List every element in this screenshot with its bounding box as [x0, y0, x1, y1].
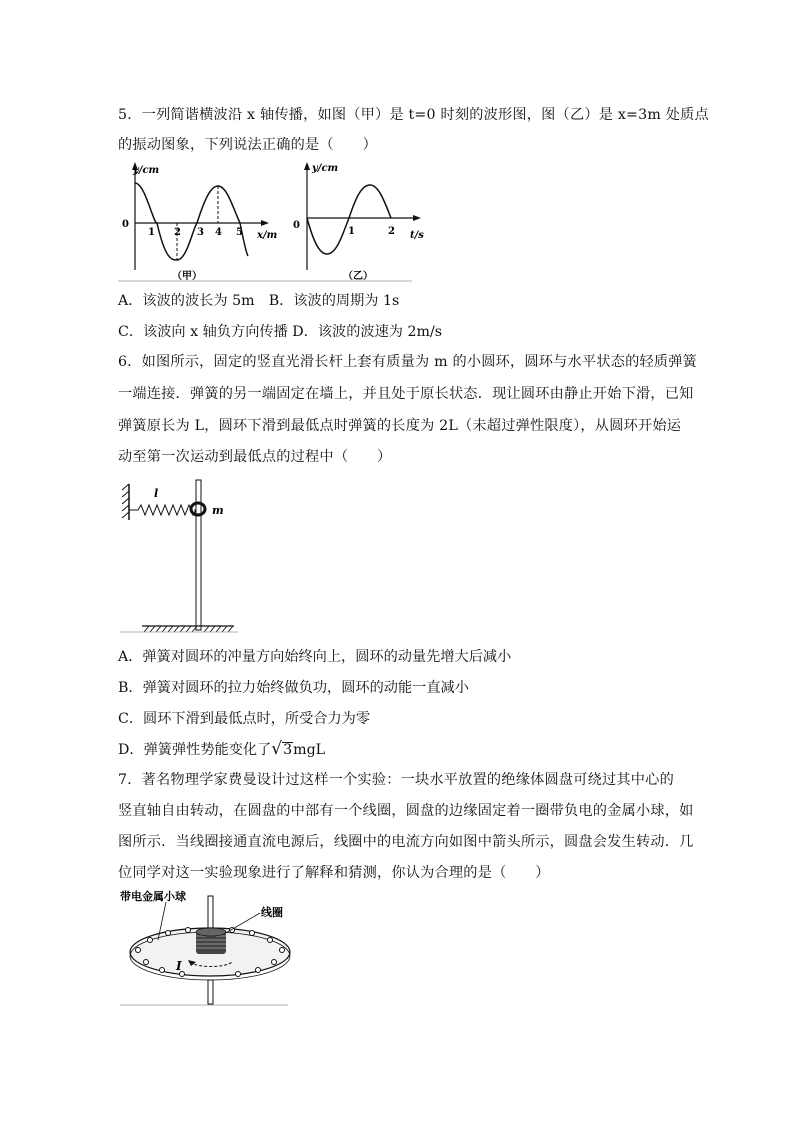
q5-options-line2: C．该波向 x 轴负方向传播 D．该波的波速为 2m/s [118, 324, 443, 340]
q7-disk-figure [118, 888, 290, 1008]
current-label: I [176, 959, 182, 973]
q5-options-line1: A．该波的波长为 5m B．该波的周期为 1s [118, 293, 400, 309]
fig-a-xlabel: x/m [257, 230, 278, 241]
fig-b-tick-2: 2 [388, 226, 395, 237]
fig-b-ylabel: y/cm [312, 163, 339, 174]
charged-ball-label: 带电金属小球 [120, 890, 186, 903]
q6-option-a: A．弹簧对圆环的冲量方向始终向上，圆环的动量先增大后减小 [118, 649, 512, 665]
sqrt-sign: √ [271, 739, 283, 759]
q7-stem-line4: 位同学对这一实验现象进行了解释和猜测，你认为合理的是（ ） [118, 865, 550, 881]
fig-a-tick-5: 5 [236, 227, 243, 238]
wave-curve-b [307, 185, 391, 254]
q6-stem-line4: 动至第一次运动到最低点的过程中（ ） [118, 449, 392, 465]
spring-length-label: l [154, 487, 159, 500]
q5-stem-line2: 的振动图象，下列说法正确的是（ ） [118, 137, 377, 153]
q6-option-c: C．圆环下滑到最低点时，所受合力为零 [118, 711, 371, 727]
fig-b-xlabel: t/s [410, 230, 424, 241]
fig-b-caption: （乙） [343, 271, 373, 282]
q7-stem-line3: 图所示．当线圈接通直流电源后，线圈中的电流方向如图中箭头所示，圆盘会发生转动．几 [118, 834, 694, 850]
q5-stem-line1: 5．一列简谐横波沿 x 轴传播，如图（甲）是 t=0 时刻的波形图，图（乙）是 x=3m 处质点 [118, 107, 709, 123]
vibration-graph-b [293, 162, 424, 282]
wave-curve-a [135, 183, 248, 260]
fig-a-origin: 0 [122, 219, 129, 230]
axis-bottom [208, 980, 213, 1004]
coil-label: 线圈 [261, 906, 283, 919]
q6-stem-line3: 弹簧原长为 L，圆环下滑到最低点时弹簧的长度为 2L（未超过弹性限度），从圆环开始运 [118, 418, 682, 434]
q6-spring-figure [118, 472, 240, 636]
mass-label: m [212, 504, 224, 517]
q6-stem-line1: 6．如图所示，固定的竖直光滑长杆上套有质量为 m 的小圆环，圆环与水平状态的轻质弹簧 [118, 354, 698, 370]
q6-option-d-prefix: D．弹簧弹性势能变化了 [118, 742, 272, 758]
fig-b-origin: 0 [293, 220, 300, 231]
fig-a-caption: （甲） [172, 271, 202, 282]
q7-stem-line2: 竖直轴自由转动，在圆盘的中部有一个线圈，圆盘的边缘固定着一圈带负电的金属小球，如 [118, 803, 694, 819]
fig-a-tick-1: 1 [148, 227, 155, 238]
q6-option-b: B．弹簧对圆环的拉力始终做负功，圆环的动能一直减小 [118, 680, 469, 696]
q6-option-d [118, 739, 325, 759]
fig-a-tick-2: 2 [174, 227, 181, 238]
fig-a-ylabel: y/cm [133, 165, 160, 176]
wave-graph-a [122, 162, 277, 282]
spring [129, 505, 196, 515]
fig-a-tick-4: 4 [215, 227, 222, 238]
fig-b-tick-1: 1 [348, 226, 355, 237]
fig-a-tick-3: 3 [197, 227, 204, 238]
q7-stem-line1: 7．著名物理学家费曼设计过这样一个实验：一块水平放置的绝缘体圆盘可绕过其中心的 [118, 772, 674, 788]
coil [196, 928, 226, 954]
q6-option-d-radicand: 3 [283, 742, 293, 758]
q6-stem-line2: 一端连接．弹簧的另一端固定在墙上，并且处于原长状态．现让圆环由静止开始下滑，已知 [118, 386, 694, 402]
q5-figures [115, 158, 424, 284]
q6-option-d-suffix: mgL [293, 742, 326, 758]
